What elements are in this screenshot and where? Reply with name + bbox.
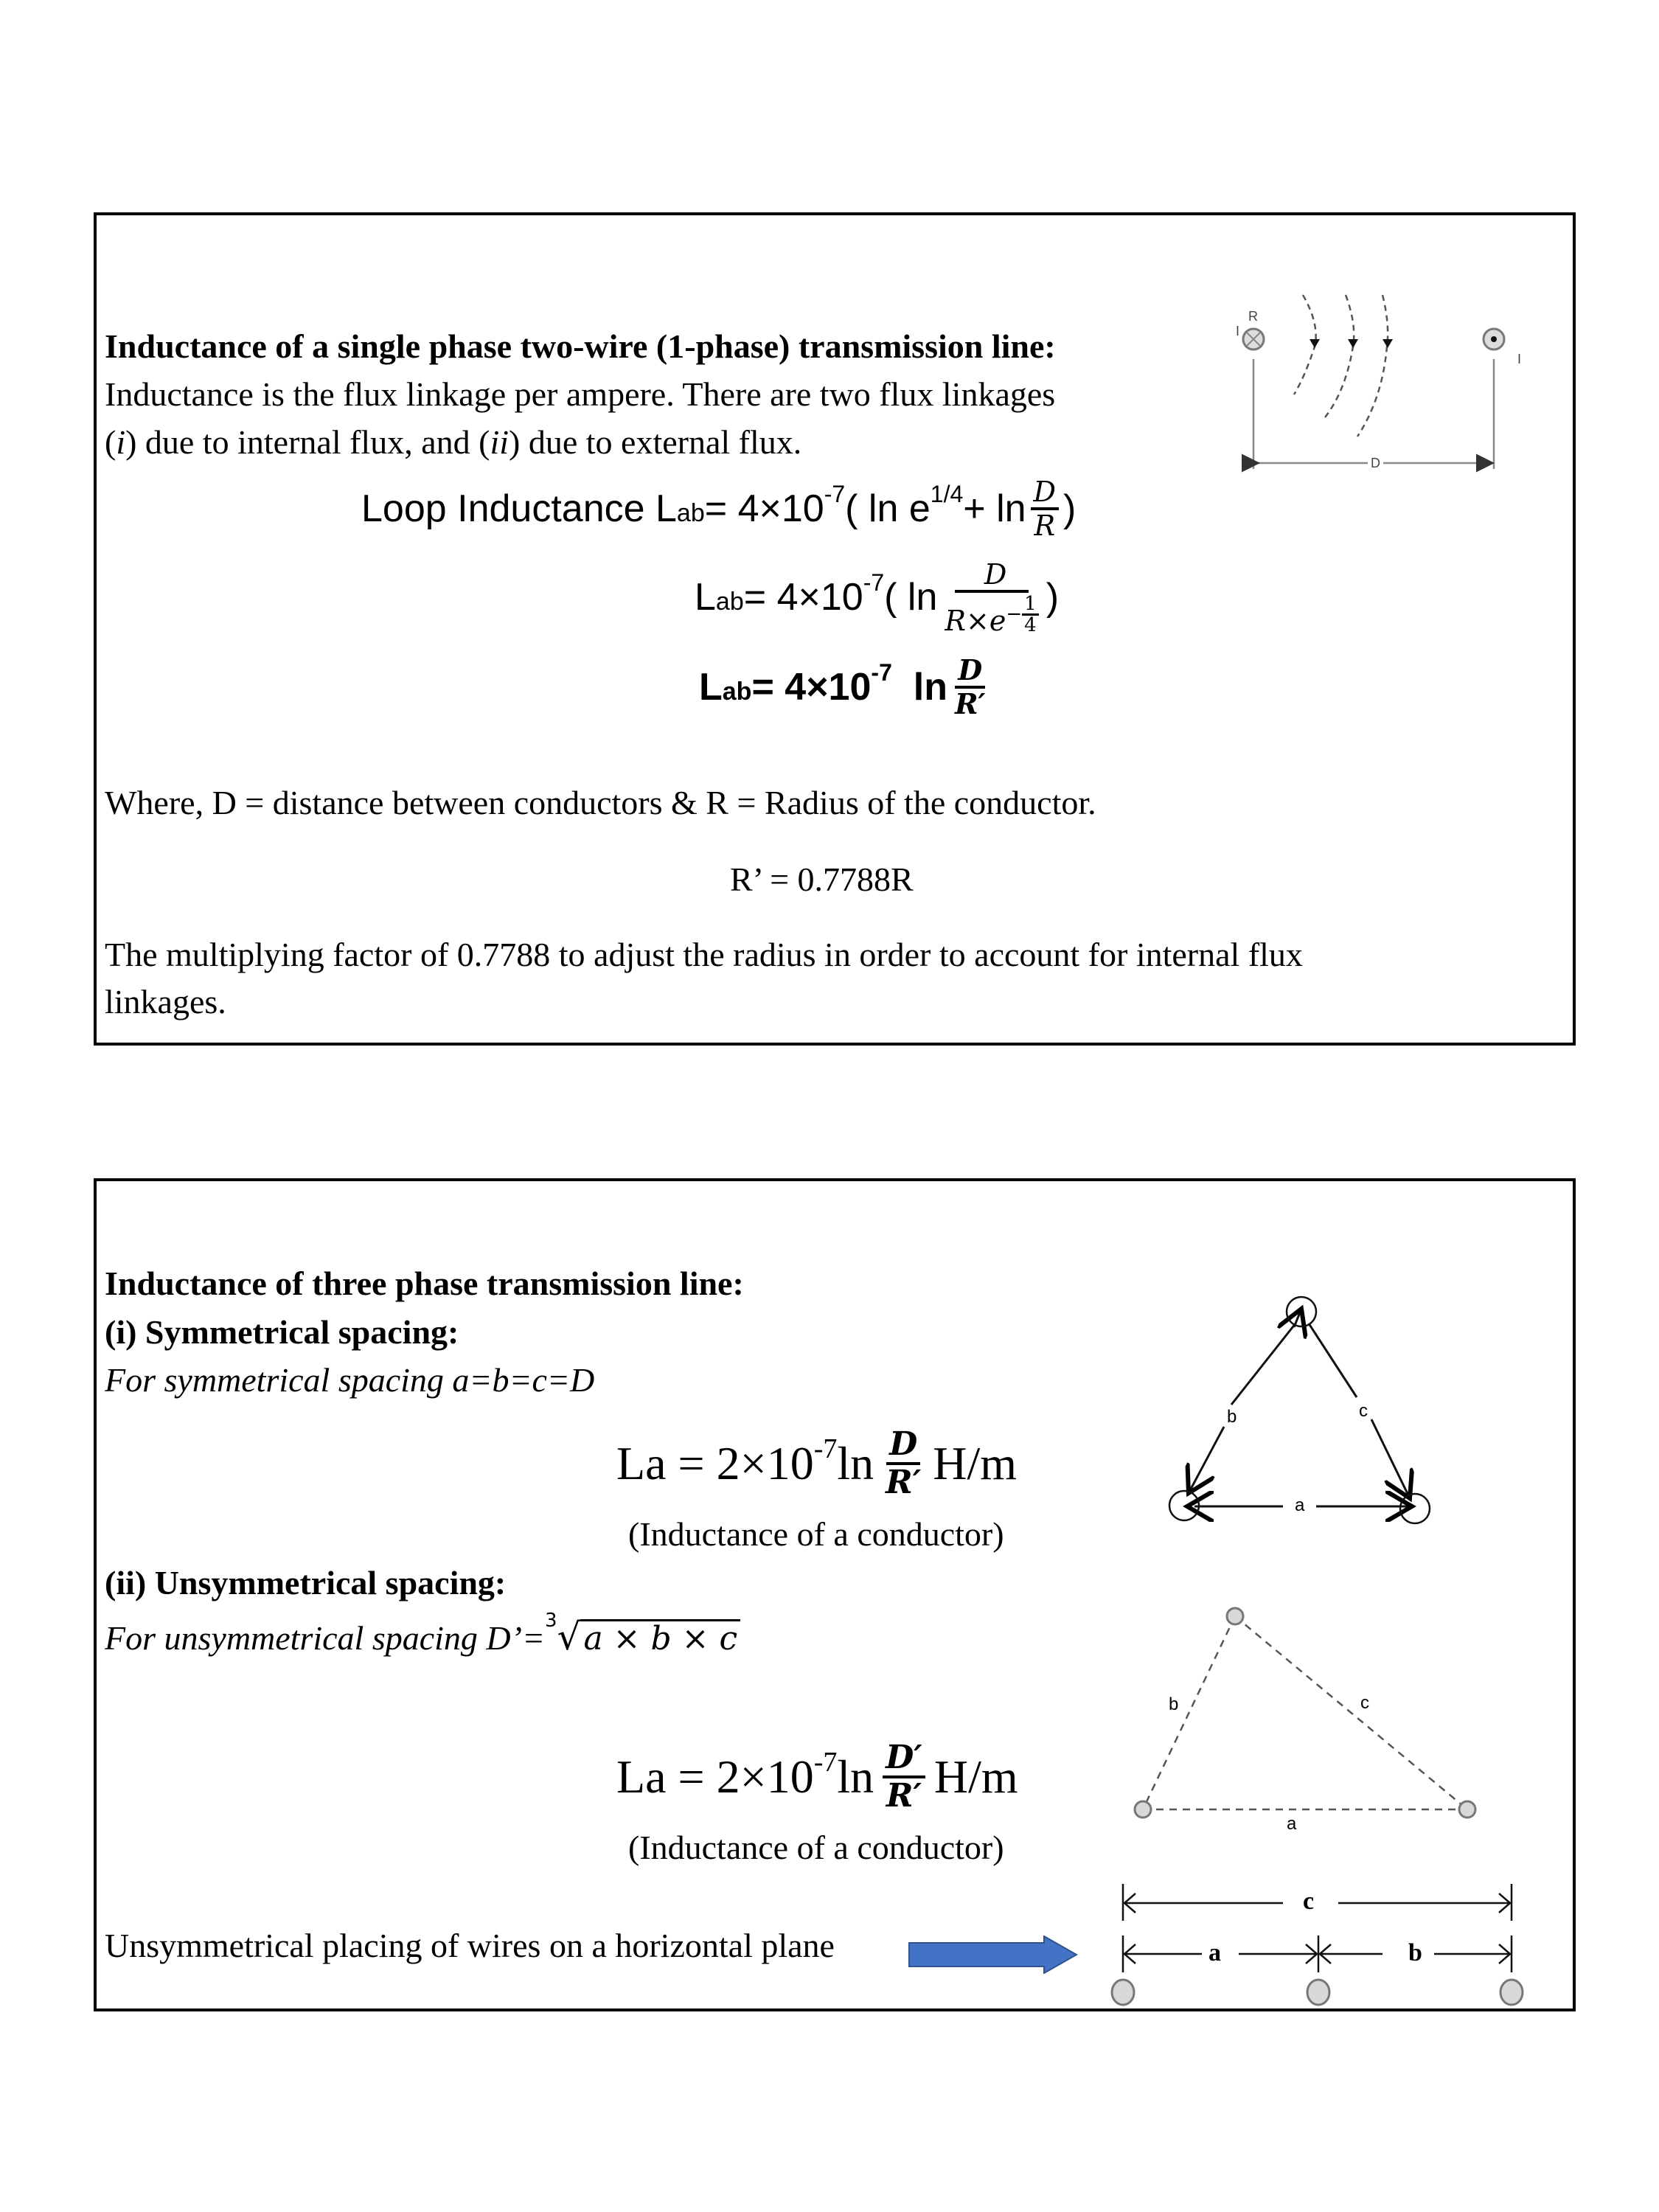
distance-label: D [1371, 456, 1380, 470]
root-index: 3 [545, 1610, 557, 1632]
fraction [952, 653, 989, 720]
denominator: R [1034, 509, 1056, 542]
radicand: a × b × c [580, 1619, 740, 1655]
symmetrical-heading: (i) Symmetrical spacing: [105, 1313, 459, 1351]
loop-inductance-formula [361, 472, 1076, 546]
unsymmetrical-text [105, 1610, 740, 1658]
text: R×e [945, 604, 1006, 637]
unsymmetrical-heading: (ii) Unsymmetrical spacing: [105, 1564, 507, 1601]
cube-root [545, 1610, 740, 1658]
radius-label: R [1248, 309, 1258, 324]
current-label-right: I [1517, 352, 1522, 366]
unsym-label-b: b [1169, 1694, 1179, 1714]
horizontal-placing-text: Unsymmetrical placing of wires on a horizontal plane [105, 1927, 835, 1964]
denominator: R′ [886, 1777, 922, 1815]
numerator: D [955, 560, 1029, 593]
symmetrical-text: For symmetrical spacing a=b=c=D [105, 1361, 595, 1399]
text: = 4×10 [751, 666, 872, 709]
unsym-label-c: c [1360, 1693, 1369, 1713]
unsymmetrical-inductance-formula [616, 1736, 1018, 1818]
exponent-fraction [1022, 594, 1039, 635]
text: For unsymmetrical spacing D’= [105, 1619, 546, 1657]
right-arrow-icon [908, 1935, 1078, 1974]
note-line-1: The multiplying factor of 0.7788 to adjust the radius in order to account for internal flux [105, 936, 1303, 973]
text: L [695, 576, 716, 619]
r-prime-text: R’ = 0.7788R [730, 860, 914, 898]
text: ) due to external flux. [509, 423, 802, 461]
text: ( ln e [845, 487, 931, 530]
lab-formula-2 [695, 552, 1059, 643]
exponent-sign [1006, 594, 1022, 624]
sym-label-c: c [1359, 1401, 1368, 1421]
sym-label-b: b [1227, 1407, 1237, 1427]
fraction [942, 557, 1041, 637]
single-phase-title: Inductance of a single phase two-wire (1-phase) transmission line: [105, 327, 1056, 365]
numerator: D′ [883, 1742, 925, 1778]
text: -7 [813, 1433, 838, 1464]
caption-conductor-2: (Inductance of a conductor) [628, 1829, 1004, 1866]
text: ab [715, 588, 744, 616]
intro-line-1: Inductance is the flux linkage per ampere. There are two flux linkages [105, 375, 1056, 413]
current-label-left: I [1236, 324, 1240, 338]
horizontal-label-c: c [1303, 1888, 1315, 1915]
text: = 4×10 [743, 576, 863, 619]
symmetrical-inductance-formula [616, 1423, 1017, 1504]
text: ln [837, 1437, 874, 1489]
text: ( ln [884, 576, 938, 619]
horizontal-label-a: a [1208, 1939, 1221, 1966]
text: H/m [933, 1750, 1018, 1803]
numerator: D [886, 1428, 920, 1465]
denominator [942, 593, 1041, 635]
text: ii [490, 423, 509, 461]
denominator: R′ [886, 1464, 922, 1501]
text: 1/4 [930, 481, 964, 507]
text: La = 2×10 [616, 1437, 814, 1489]
text: L [699, 666, 723, 709]
denominator: R′ [954, 687, 986, 720]
horizontal-label-b: b [1408, 1939, 1422, 1966]
text: -7 [813, 1747, 838, 1778]
text: − [1006, 602, 1023, 625]
text: -7 [824, 481, 846, 507]
text: ( [105, 423, 116, 461]
text: ln [891, 666, 947, 709]
three-phase-title: Inductance of three phase transmission line: [105, 1265, 744, 1302]
numerator: D [1031, 478, 1059, 510]
note-line-2: linkages. [105, 983, 226, 1020]
text: Loop Inductance L [361, 487, 677, 530]
where-text: Where, D = distance between conductors & R = Radius of the conductor. [105, 784, 1096, 821]
text: H/m [933, 1437, 1018, 1489]
text: ab [676, 499, 705, 527]
radical-icon: √ [557, 1615, 581, 1658]
lab-formula-3 [699, 650, 993, 724]
sym-label-a: a [1295, 1495, 1305, 1515]
text: 1 [1022, 594, 1039, 616]
text: i [116, 423, 126, 461]
text: ln [837, 1750, 874, 1803]
numerator: D [955, 656, 985, 689]
text: 4 [1024, 613, 1037, 636]
text: ) due to internal flux, and ( [125, 423, 490, 461]
text: -7 [871, 659, 892, 686]
intro-line-2 [105, 425, 801, 459]
text: La = 2×10 [616, 1750, 814, 1803]
text: ab [722, 678, 752, 706]
text: ) [1063, 487, 1077, 530]
text: ) [1046, 576, 1060, 619]
caption-conductor-1: (Inductance of a conductor) [628, 1515, 1004, 1553]
text: + ln [963, 487, 1026, 530]
text: = 4×10 [704, 487, 824, 530]
fraction [883, 1739, 925, 1815]
text: -7 [863, 569, 885, 596]
fraction [883, 1425, 924, 1501]
fraction [1031, 478, 1059, 540]
unsym-label-a: a [1287, 1814, 1297, 1834]
